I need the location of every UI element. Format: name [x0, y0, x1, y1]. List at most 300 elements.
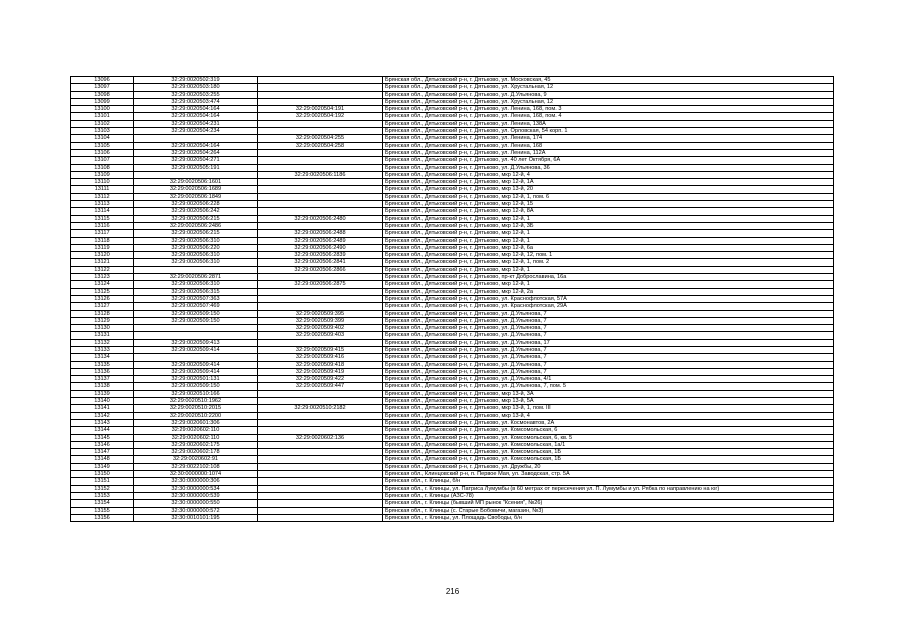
address-cell: Брянская обл., Дятьковский р-н, г. Дятьково, ул. Краснофлотская, 29А — [383, 303, 834, 310]
parent-number-cell: 32:29:0020510:2182 — [258, 405, 383, 412]
table-row — [71, 339, 834, 346]
parent-number-cell: 32:29:0020506:1186 — [258, 171, 383, 178]
row-number-cell: 13123 — [71, 274, 134, 281]
table-row — [71, 266, 834, 273]
address-cell: Брянская обл., Дятьковский р-н, г. Дятьково, ул. Д.Ульянова, 7 — [383, 346, 834, 353]
cadastral-number-cell: 32:29:0020510:2015 — [134, 405, 258, 412]
parent-number-cell: 32:29:0020506:2841 — [258, 259, 383, 266]
parent-number-cell: 32:29:0020506:2875 — [258, 281, 383, 288]
row-number-cell: 13147 — [71, 449, 134, 456]
table-row — [71, 390, 834, 397]
row-number-cell: 13152 — [71, 485, 134, 492]
row-number-cell: 13145 — [71, 434, 134, 441]
address-cell: Брянская обл., Дятьковский р-н, г. Дятьково, мкр 12-й, 1 — [383, 237, 834, 244]
table-row — [71, 419, 834, 426]
cadastral-number-cell: 32:29:0020510:1962 — [134, 398, 258, 405]
table-row — [71, 405, 834, 412]
table-row — [71, 449, 834, 456]
address-cell: Брянская обл., Дятьковский р-н, г. Дятьково, мкр 13-й, 5А — [383, 398, 834, 405]
cadastral-number-cell: 32:30:0000000:539 — [134, 492, 258, 499]
parent-number-cell: 32:29:0020506:2866 — [258, 266, 383, 273]
cadastral-number-cell: 32:29:0020602:175 — [134, 441, 258, 448]
parent-number-cell: 32:29:0020602:136 — [258, 434, 383, 441]
address-cell: Брянская обл., Дятьковский р-н, г. Дятьково, ул. Ленина, 112А — [383, 149, 834, 156]
row-number-cell: 13139 — [71, 390, 134, 397]
address-cell: Брянская обл., Дятьковский р-н, г. Дятьково, ул. Комсомольская, 1а/1 — [383, 441, 834, 448]
cadastral-number-cell: 32:29:0020509:413 — [134, 339, 258, 346]
parent-number-cell: 32:29:0020509:419 — [258, 368, 383, 375]
cadastral-number-cell: 32:29:0020506:310 — [134, 237, 258, 244]
address-cell: Брянская обл., Дятьковский р-н, г. Дятьково, мкр 12-й, 8А — [383, 208, 834, 215]
address-cell: Брянская обл., Дятьковский р-н, г. Дятьково, ул. Д.Ульянова, 17 — [383, 339, 834, 346]
address-cell: Брянская обл., Дятьковский р-н, г. Дятьково, ул. Ленина, 168, пом. 3 — [383, 106, 834, 113]
parent-number-cell: 32:29:0020509:415 — [258, 346, 383, 353]
table-row — [71, 441, 834, 448]
row-number-cell: 13099 — [71, 98, 134, 105]
table-row — [71, 376, 834, 383]
address-cell: Брянская обл., Дятьковский р-н, г. Дятьково, ул. Д.Ульянова, 7 — [383, 317, 834, 324]
address-cell: Брянская обл., Дятьковский р-н, г. Дятьково, мкр 12-й, 1 — [383, 215, 834, 222]
parent-number-cell — [258, 295, 383, 302]
address-cell: Брянская обл., Дятьковский р-н, г. Дятьково, ул. Московская, 45 — [383, 77, 834, 84]
row-number-cell: 13150 — [71, 471, 134, 478]
row-number-cell: 13129 — [71, 317, 134, 324]
parent-number-cell — [258, 456, 383, 463]
parent-number-cell: 32:29:0020504:258 — [258, 142, 383, 149]
table-row — [71, 164, 834, 171]
address-cell: Брянская обл., Дятьковский р-н, г. Дятьково, ул. Ленина, 168, пом. 4 — [383, 113, 834, 120]
address-cell: Брянская обл., Дятьковский р-н, г. Дятьково, ул. Ленина, 168 — [383, 142, 834, 149]
parent-number-cell — [258, 339, 383, 346]
parent-number-cell — [258, 91, 383, 98]
address-cell: Брянская обл., Дятьковский р-н, г. Дятьково, мкр 12-й, 1А — [383, 179, 834, 186]
address-cell: Брянская обл., г. Клинцы (с. Старые Бобовичи, магазин, №3) — [383, 507, 834, 514]
cadastral-number-cell: 32:29:0020602:178 — [134, 449, 258, 456]
address-cell: Брянская обл., Дятьковский р-н, г. Дятьково, ул. Комсомольская, 6, кв. 5 — [383, 434, 834, 441]
address-cell: Брянская обл., Дятьковский р-н, г. Дятьково, ул. Д.Ульянова, 7 — [383, 354, 834, 361]
table-row — [71, 113, 834, 120]
row-number-cell: 13137 — [71, 376, 134, 383]
row-number-cell: 13138 — [71, 383, 134, 390]
row-number-cell: 13105 — [71, 142, 134, 149]
table-row — [71, 383, 834, 390]
table-row — [71, 463, 834, 470]
row-number-cell: 13128 — [71, 310, 134, 317]
table-row — [71, 281, 834, 288]
row-number-cell: 13118 — [71, 237, 134, 244]
row-number-cell: 13143 — [71, 419, 134, 426]
cadastral-number-cell: 32:29:0020504:271 — [134, 157, 258, 164]
cadastral-number-cell: 32:29:0020506:215 — [134, 230, 258, 237]
parent-number-cell — [258, 84, 383, 91]
cadastral-number-cell: 32:29:0022102:108 — [134, 463, 258, 470]
cadastral-number-cell: 32:29:0020506:220 — [134, 244, 258, 251]
parent-number-cell — [258, 303, 383, 310]
table-row — [71, 230, 834, 237]
row-number-cell: 13130 — [71, 325, 134, 332]
parent-number-cell — [258, 398, 383, 405]
row-number-cell: 13142 — [71, 412, 134, 419]
parent-number-cell — [258, 492, 383, 499]
parent-number-cell: 32:29:0020509:418 — [258, 361, 383, 368]
parent-number-cell — [258, 201, 383, 208]
parent-number-cell — [258, 485, 383, 492]
parent-number-cell: 32:29:0020509:422 — [258, 376, 383, 383]
cadastral-number-cell: 32:29:0020506:242 — [134, 208, 258, 215]
parent-number-cell — [258, 222, 383, 229]
parent-number-cell: 32:29:0020509:416 — [258, 354, 383, 361]
row-number-cell: 13153 — [71, 492, 134, 499]
table-row — [71, 361, 834, 368]
table-row — [71, 157, 834, 164]
table-row — [71, 310, 834, 317]
address-cell: Брянская обл., Дятьковский р-н, г. Дятьково, ул. Хрустальная, 12 — [383, 84, 834, 91]
row-number-cell: 13117 — [71, 230, 134, 237]
table-row — [71, 274, 834, 281]
address-cell: Брянская обл., Дятьковский р-н, г. Дятьково, ул. Хрустальная, 12 — [383, 98, 834, 105]
table-row — [71, 128, 834, 135]
cadastral-number-cell: 32:29:0020506:310 — [134, 252, 258, 259]
parent-number-cell — [258, 208, 383, 215]
table-row — [71, 142, 834, 149]
row-number-cell: 13101 — [71, 113, 134, 120]
cadastral-number-cell: 32:29:0020504:264 — [134, 149, 258, 156]
address-cell: Брянская обл., Дятьковский р-н, г. Дятьково, мкр 13-й, 3А — [383, 390, 834, 397]
row-number-cell: 13121 — [71, 259, 134, 266]
row-number-cell: 13127 — [71, 303, 134, 310]
address-cell: Брянская обл., Дятьковский р-н, г. Дятьково, ул. Д.Ульянова, 7 — [383, 332, 834, 339]
parent-number-cell: 32:29:0020506:2480 — [258, 215, 383, 222]
address-cell: Брянская обл., Дятьковский р-н, г. Дятьково, ул. Дружбы, 20 — [383, 463, 834, 470]
table-row — [71, 368, 834, 375]
cadastral-number-cell: 32:29:0020506:310 — [134, 259, 258, 266]
parent-number-cell — [258, 149, 383, 156]
parent-number-cell — [258, 193, 383, 200]
parent-number-cell — [258, 164, 383, 171]
address-cell: Брянская обл., Дятьковский р-н, г. Дятьково, мкр 12-й, 4 — [383, 171, 834, 178]
cadastral-number-cell: 32:30:0000000:572 — [134, 507, 258, 514]
cadastral-number-cell: 32:29:0020504:234 — [134, 128, 258, 135]
cadastral-number-cell — [134, 135, 258, 142]
row-number-cell: 13097 — [71, 84, 134, 91]
cadastral-number-cell — [134, 171, 258, 178]
address-cell: Брянская обл., Дятьковский р-н, г. Дятьково, ул. Д.Ульянова, 9 — [383, 91, 834, 98]
table-row — [71, 84, 834, 91]
address-cell: Брянская обл., Дятьковский р-н, г. Дятьково, ул. Д.Ульянова, 7, пом. 5 — [383, 383, 834, 390]
address-cell: Брянская обл., Дятьковский р-н, г. Дятьково, ул. 40 лет Октября, 6А — [383, 157, 834, 164]
address-cell: Брянская обл., Дятьковский р-н, г. Дятьково, мкр 12-й, 1, пом. 2 — [383, 259, 834, 266]
row-number-cell: 13126 — [71, 295, 134, 302]
row-number-cell: 13104 — [71, 135, 134, 142]
parent-number-cell: 32:29:0020504:191 — [258, 106, 383, 113]
cadastral-number-cell: 32:29:0020503:180 — [134, 84, 258, 91]
address-cell: Брянская обл., Дятьковский р-н, г. Дятьково, ул. Ленина, 174 — [383, 135, 834, 142]
cadastral-number-cell: 32:30:0000000:306 — [134, 478, 258, 485]
address-cell: Брянская обл., Дятьковский р-н, г. Дятьково, мкр 12-й, 12, пом. 1 — [383, 252, 834, 259]
row-number-cell: 13134 — [71, 354, 134, 361]
row-number-cell: 13106 — [71, 149, 134, 156]
cadastral-number-cell: 32:29:0020507:363 — [134, 295, 258, 302]
address-cell: Брянская обл., Дятьковский р-н, г. Дятьково, мкр 12-й, 1 — [383, 230, 834, 237]
cadastral-number-cell: 32:29:0020504:164 — [134, 113, 258, 120]
parent-number-cell — [258, 186, 383, 193]
address-cell: Брянская обл., Дятьковский р-н, г. Дятьково, ул. Комсомольская, 1Б — [383, 456, 834, 463]
table-row — [71, 91, 834, 98]
cadastral-number-cell: 32:29:0020602:110 — [134, 427, 258, 434]
row-number-cell: 13120 — [71, 252, 134, 259]
table-row — [71, 514, 834, 521]
table-row — [71, 412, 834, 419]
parent-number-cell — [258, 507, 383, 514]
address-cell: Брянская обл., Дятьковский р-н, г. Дятьково, ул. Комсомольская, 1Б — [383, 449, 834, 456]
row-number-cell: 13133 — [71, 346, 134, 353]
table-row — [71, 120, 834, 127]
parent-number-cell — [258, 77, 383, 84]
cadastral-number-cell: 32:29:0020602:110 — [134, 434, 258, 441]
cadastral-number-cell: 32:29:0020602:91 — [134, 456, 258, 463]
row-number-cell: 13119 — [71, 244, 134, 251]
cadastral-number-cell: 32:29:0020504:164 — [134, 142, 258, 149]
cadastral-number-cell: 32:29:0020506:1689 — [134, 186, 258, 193]
parent-number-cell: 32:29:0020509:403 — [258, 332, 383, 339]
row-number-cell: 13148 — [71, 456, 134, 463]
table-row — [71, 244, 834, 251]
row-number-cell: 13108 — [71, 164, 134, 171]
cadastral-number-cell — [134, 325, 258, 332]
row-number-cell: 13154 — [71, 500, 134, 507]
table-row — [71, 77, 834, 84]
address-cell: Брянская обл., Дятьковский р-н, г. Дятьково, ул. Д.Ульянова, 7 — [383, 361, 834, 368]
row-number-cell: 13112 — [71, 193, 134, 200]
row-number-cell: 13144 — [71, 427, 134, 434]
address-cell: Брянская обл., г. Клинцы, ул. Площадь Свободы, б/н — [383, 514, 834, 521]
cadastral-number-cell: 32:29:0020507:469 — [134, 303, 258, 310]
row-number-cell: 13140 — [71, 398, 134, 405]
row-number-cell: 13122 — [71, 266, 134, 273]
cadastral-number-cell: 32:29:0020506:228 — [134, 201, 258, 208]
cadastral-number-cell: 32:29:0020509:150 — [134, 317, 258, 324]
table-row — [71, 398, 834, 405]
registry-table — [70, 76, 834, 522]
address-cell: Брянская обл., Дятьковский р-н, г. Дятьково, мкр 12-й, 2а — [383, 288, 834, 295]
cadastral-number-cell: 32:29:0020509:150 — [134, 383, 258, 390]
parent-number-cell — [258, 412, 383, 419]
address-cell: Брянская обл., Дятьковский р-н, г. Дятьково, ул. Краснофлотская, 57А — [383, 295, 834, 302]
cadastral-number-cell: 32:29:0020501:131 — [134, 376, 258, 383]
parent-number-cell — [258, 128, 383, 135]
parent-number-cell — [258, 179, 383, 186]
cadastral-number-cell: 32:29:0020503:255 — [134, 91, 258, 98]
table-row — [71, 354, 834, 361]
table-row — [71, 149, 834, 156]
row-number-cell: 13125 — [71, 288, 134, 295]
table-row — [71, 471, 834, 478]
row-number-cell: 13103 — [71, 128, 134, 135]
address-cell: Брянская обл., Дятьковский р-н, г. Дятьково, ул. Д.Ульянова, 7 — [383, 325, 834, 332]
cadastral-number-cell: 32:29:0020601:306 — [134, 419, 258, 426]
cadastral-number-cell: 32:29:0020510:166 — [134, 390, 258, 397]
parent-number-cell: 32:29:0020504:255 — [258, 135, 383, 142]
parent-number-cell: 32:29:0020509:395 — [258, 310, 383, 317]
table-row — [71, 295, 834, 302]
table-row — [71, 179, 834, 186]
table-row — [71, 332, 834, 339]
address-cell: Брянская обл., Дятьковский р-н, г. Дятьково, пр-кт Доброславина, 16а — [383, 274, 834, 281]
cadastral-number-cell: 32:29:0020505:191 — [134, 164, 258, 171]
page-number: 216 — [445, 587, 460, 596]
table-row — [71, 485, 834, 492]
parent-number-cell — [258, 500, 383, 507]
row-number-cell: 13135 — [71, 361, 134, 368]
row-number-cell: 13114 — [71, 208, 134, 215]
table-row — [71, 186, 834, 193]
table-row — [71, 303, 834, 310]
parent-number-cell: 32:29:0020506:2839 — [258, 252, 383, 259]
address-cell: Брянская обл., г. Клинцы, ул. Патриса Лумумбы (в 60 метрах от пересечения ул. П. Лумумбы и ул. Рябка по направлению на юг) — [383, 485, 834, 492]
table-row — [71, 346, 834, 353]
table-row — [71, 317, 834, 324]
parent-number-cell: 32:29:0020509:399 — [258, 317, 383, 324]
address-cell: Брянская обл., Дятьковский р-н, г. Дятьково, мкр 12-й, 3Б — [383, 222, 834, 229]
cadastral-number-cell: 32:29:0020506:215 — [134, 215, 258, 222]
address-cell: Брянская обл., Дятьковский р-н, г. Дятьково, ул. Ленина, 138А — [383, 120, 834, 127]
row-number-cell: 13131 — [71, 332, 134, 339]
registry-body — [71, 77, 834, 522]
table-row — [71, 237, 834, 244]
table-row — [71, 171, 834, 178]
parent-number-cell — [258, 390, 383, 397]
parent-number-cell — [258, 274, 383, 281]
address-cell: Брянская обл., Дятьковский р-н, г. Дятьково, мкр 12-й, 1 — [383, 266, 834, 273]
parent-number-cell — [258, 98, 383, 105]
row-number-cell: 13102 — [71, 120, 134, 127]
table-row — [71, 434, 834, 441]
table-row — [71, 288, 834, 295]
table-row — [71, 507, 834, 514]
parent-number-cell — [258, 449, 383, 456]
table-row — [71, 222, 834, 229]
table-row — [71, 208, 834, 215]
row-number-cell: 13100 — [71, 106, 134, 113]
parent-number-cell — [258, 478, 383, 485]
parent-number-cell — [258, 288, 383, 295]
address-cell: Брянская обл., Дятьковский р-н, г. Дятьково, ул. Комсомольская, 6 — [383, 427, 834, 434]
table-row — [71, 492, 834, 499]
cadastral-number-cell: 32:29:0020504:164 — [134, 106, 258, 113]
cadastral-number-cell: 32:29:0020502:319 — [134, 77, 258, 84]
cadastral-number-cell: 32:30:0000000:550 — [134, 500, 258, 507]
table-row — [71, 500, 834, 507]
cadastral-number-cell: 32:29:0020506:2871 — [134, 274, 258, 281]
parent-number-cell: 32:29:0020506:2488 — [258, 230, 383, 237]
cadastral-number-cell: 32:29:0020510:2200 — [134, 412, 258, 419]
parent-number-cell: 32:29:0020504:192 — [258, 113, 383, 120]
table-row — [71, 252, 834, 259]
table-row — [71, 478, 834, 485]
row-number-cell: 13111 — [71, 186, 134, 193]
cadastral-number-cell: 32:29:0020506:1849 — [134, 193, 258, 200]
address-cell: Брянская обл., Дятьковский р-н, г. Дятьково, ул. Д.Ульянова, 4/1 — [383, 376, 834, 383]
address-cell: Брянская обл., Дятьковский р-н, г. Дятьково, мкр 12-й, 1 — [383, 281, 834, 288]
row-number-cell: 13146 — [71, 441, 134, 448]
parent-number-cell: 32:29:0020506:2490 — [258, 244, 383, 251]
table-row — [71, 456, 834, 463]
table-row — [71, 201, 834, 208]
parent-number-cell — [258, 514, 383, 521]
table-row — [71, 215, 834, 222]
table-row — [71, 98, 834, 105]
parent-number-cell: 32:29:0020509:447 — [258, 383, 383, 390]
cadastral-number-cell: 32:29:0020506:315 — [134, 288, 258, 295]
row-number-cell: 13151 — [71, 478, 134, 485]
row-number-cell: 13113 — [71, 201, 134, 208]
address-cell: Брянская обл., Дятьковский р-н, г. Дятьково, мкр 13-й, 4 — [383, 412, 834, 419]
cadastral-number-cell — [134, 332, 258, 339]
address-cell: Брянская обл., Дятьковский р-н, г. Дятьково, мкр 13-й, 20 — [383, 186, 834, 193]
parent-number-cell — [258, 157, 383, 164]
cadastral-number-cell: 32:30:0000000:534 — [134, 485, 258, 492]
row-number-cell: 13109 — [71, 171, 134, 178]
address-cell: Брянская обл., Дятьковский р-н, г. Дятьково, мкр 12-й, 6а — [383, 244, 834, 251]
table-row — [71, 427, 834, 434]
cadastral-number-cell: 32:29:0020506:1601 — [134, 179, 258, 186]
cadastral-number-cell: 32:30:0000000:1074 — [134, 471, 258, 478]
parent-number-cell — [258, 441, 383, 448]
table-row — [71, 106, 834, 113]
row-number-cell: 13115 — [71, 215, 134, 222]
row-number-cell: 13136 — [71, 368, 134, 375]
cadastral-number-cell — [134, 354, 258, 361]
row-number-cell: 13096 — [71, 77, 134, 84]
parent-number-cell — [258, 471, 383, 478]
cadastral-number-cell: 32:29:0020503:474 — [134, 98, 258, 105]
table-row — [71, 259, 834, 266]
row-number-cell: 13124 — [71, 281, 134, 288]
parent-number-cell: 32:29:0020509:402 — [258, 325, 383, 332]
address-cell: Брянская обл., г. Клинцы (бывший МП рынок "Ксения", №26) — [383, 500, 834, 507]
address-cell: Брянская обл., Дятьковский р-н, г. Дятьково, мкр 12-й, 15 — [383, 201, 834, 208]
cadastral-number-cell — [134, 266, 258, 273]
parent-number-cell: 32:29:0020506:2489 — [258, 237, 383, 244]
address-cell: Брянская обл., Дятьковский р-н, г. Дятьково, ул. Д.Ульянова, 7 — [383, 310, 834, 317]
address-cell: Брянская обл., Дятьковский р-н, г. Дятьково, ул. Д.Ульянова, 7 — [383, 368, 834, 375]
cadastral-number-cell: 32:29:0020509:414 — [134, 368, 258, 375]
address-cell: Брянская обл., Дятьковский р-н, г. Дятьково, ул. Орловская, 54 корп. 1 — [383, 128, 834, 135]
row-number-cell: 13141 — [71, 405, 134, 412]
parent-number-cell — [258, 463, 383, 470]
table-row — [71, 325, 834, 332]
cadastral-number-cell: 32:29:0020509:150 — [134, 310, 258, 317]
cadastral-number-cell: 32:29:0020506:2486 — [134, 222, 258, 229]
row-number-cell: 13098 — [71, 91, 134, 98]
row-number-cell: 13110 — [71, 179, 134, 186]
address-cell: Брянская обл., г. Клинцы, б/н — [383, 478, 834, 485]
address-cell: Брянская обл., г. Клинцы (АЗС-78) — [383, 492, 834, 499]
row-number-cell: 13156 — [71, 514, 134, 521]
address-cell: Брянская обл., Клинцовский р-н, п. Первое Мая, ул. Заводская, стр. 5А — [383, 471, 834, 478]
address-cell: Брянская обл., Дятьковский р-н, г. Дятьково, ул. Д.Ульянова, 36 — [383, 164, 834, 171]
parent-number-cell — [258, 120, 383, 127]
parent-number-cell — [258, 427, 383, 434]
cadastral-number-cell: 32:29:0020506:310 — [134, 281, 258, 288]
table-row — [71, 135, 834, 142]
address-cell: Брянская обл., Дятьковский р-н, г. Дятьково, мкр 12-й, 1, пом. 6 — [383, 193, 834, 200]
row-number-cell: 13107 — [71, 157, 134, 164]
address-cell: Брянская обл., Дятьковский р-н, г. Дятьково, ул. Космонавтов, 2А — [383, 419, 834, 426]
cadastral-number-cell: 32:29:0020504:231 — [134, 120, 258, 127]
cadastral-number-cell: 32:30:0010101:195 — [134, 514, 258, 521]
parent-number-cell — [258, 419, 383, 426]
